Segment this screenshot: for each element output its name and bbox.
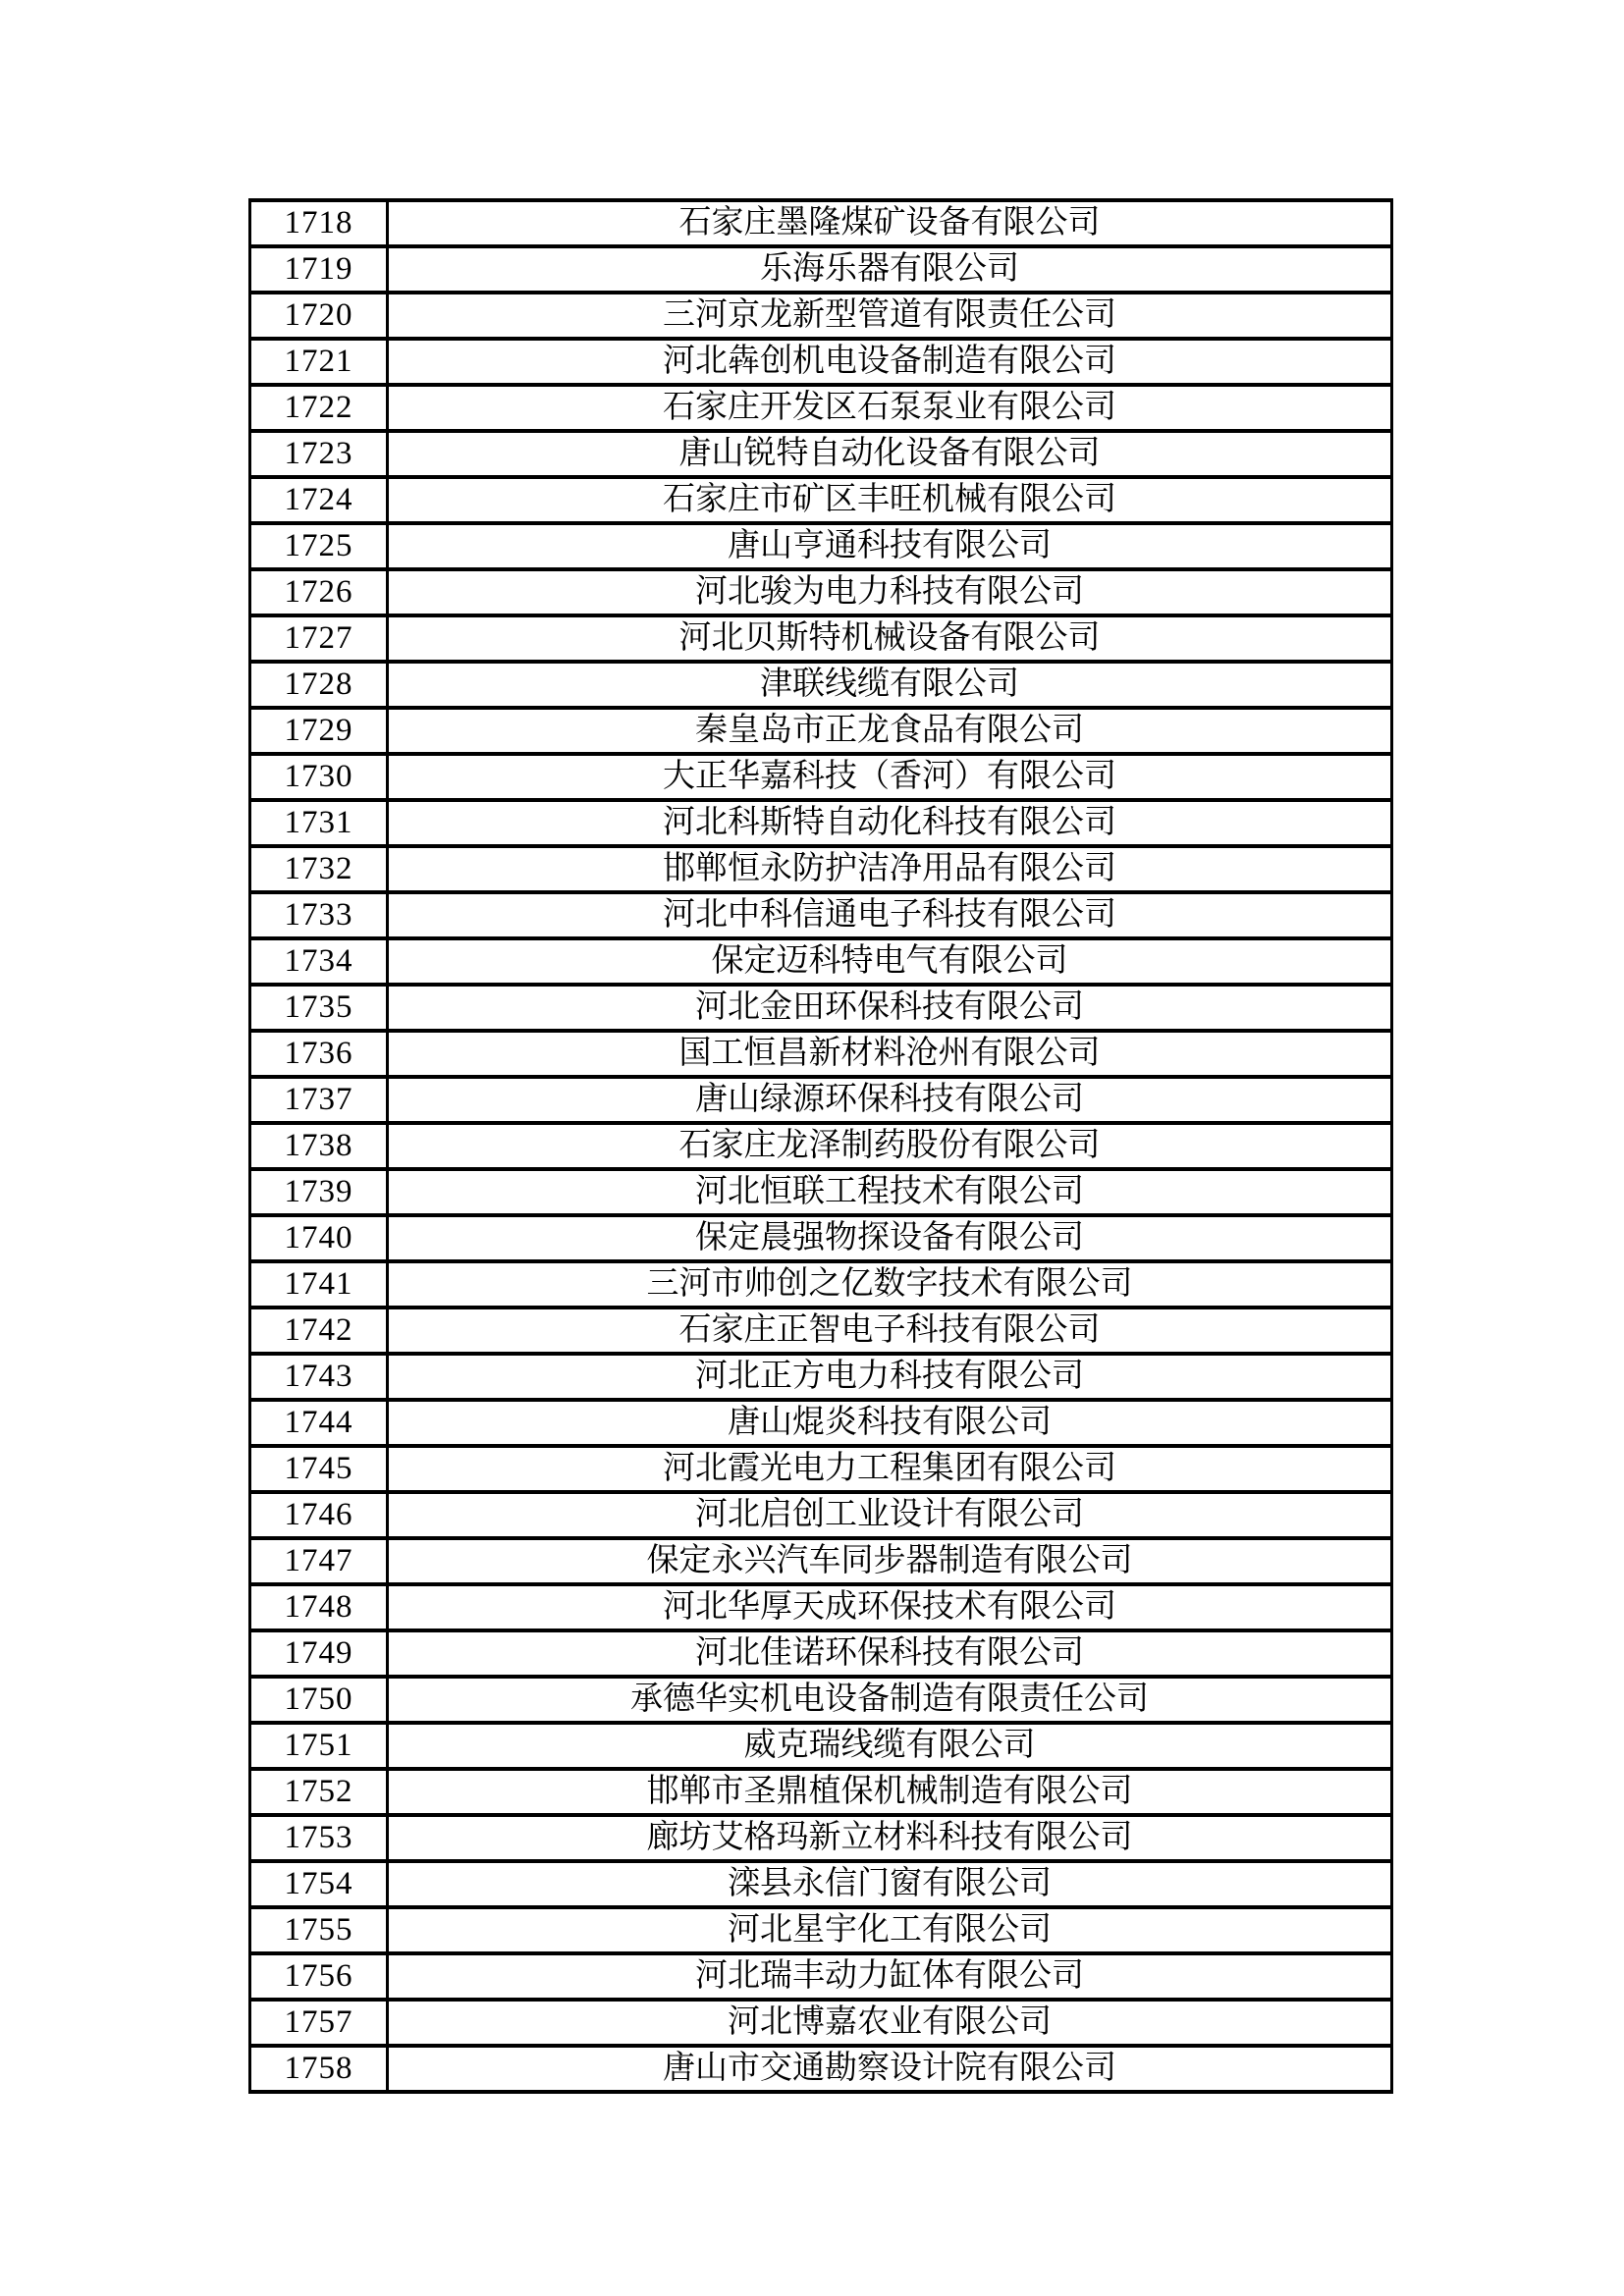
table-row — [250, 708, 1392, 754]
company-name-cell: 三河京龙新型管道有限责任公司 — [388, 293, 1392, 339]
row-number-cell: 1753 — [250, 1815, 388, 1861]
row-number-cell: 1745 — [250, 1446, 388, 1492]
table-row — [250, 1815, 1392, 1861]
company-name-cell: 石家庄墨隆煤矿设备有限公司 — [388, 200, 1392, 246]
row-number-cell: 1728 — [250, 662, 388, 708]
company-name-cell: 保定迈科特电气有限公司 — [388, 938, 1392, 985]
table-row — [250, 938, 1392, 985]
company-name-cell: 河北科斯特自动化科技有限公司 — [388, 800, 1392, 846]
table-row — [250, 431, 1392, 477]
table-row — [250, 1031, 1392, 1077]
row-number-cell: 1751 — [250, 1723, 388, 1769]
row-number-cell: 1726 — [250, 569, 388, 615]
company-name-cell: 威克瑞线缆有限公司 — [388, 1723, 1392, 1769]
row-number-cell: 1741 — [250, 1261, 388, 1308]
company-name-cell: 秦皇岛市正龙食品有限公司 — [388, 708, 1392, 754]
table-row — [250, 1123, 1392, 1169]
table-row — [250, 1538, 1392, 1584]
row-number-cell: 1722 — [250, 385, 388, 431]
row-number-cell: 1748 — [250, 1584, 388, 1630]
company-name-cell: 三河市帅创之亿数字技术有限公司 — [388, 1261, 1392, 1308]
row-number-cell: 1732 — [250, 846, 388, 892]
company-name-cell: 石家庄龙泽制药股份有限公司 — [388, 1123, 1392, 1169]
row-number-cell: 1720 — [250, 293, 388, 339]
table-row — [250, 846, 1392, 892]
company-name-cell: 河北贝斯特机械设备有限公司 — [388, 615, 1392, 662]
table-row — [250, 1308, 1392, 1354]
table-row — [250, 2000, 1392, 2046]
table-row — [250, 662, 1392, 708]
company-name-cell: 保定永兴汽车同步器制造有限公司 — [388, 1538, 1392, 1584]
row-number-cell: 1749 — [250, 1630, 388, 1677]
row-number-cell: 1738 — [250, 1123, 388, 1169]
row-number-cell: 1718 — [250, 200, 388, 246]
table-row — [250, 615, 1392, 662]
table-row — [250, 1215, 1392, 1261]
company-name-cell: 唐山市交通勘察设计院有限公司 — [388, 2046, 1392, 2092]
table-row — [250, 1354, 1392, 1400]
company-name-cell: 河北瑞丰动力缸体有限公司 — [388, 1953, 1392, 2000]
row-number-cell: 1758 — [250, 2046, 388, 2092]
table-row — [250, 1723, 1392, 1769]
company-name-cell: 河北正方电力科技有限公司 — [388, 1354, 1392, 1400]
table-row — [250, 339, 1392, 385]
row-number-cell: 1747 — [250, 1538, 388, 1584]
company-name-cell: 河北华厚天成环保技术有限公司 — [388, 1584, 1392, 1630]
company-name-cell: 唐山锐特自动化设备有限公司 — [388, 431, 1392, 477]
table-row — [250, 1630, 1392, 1677]
company-name-cell: 河北博嘉农业有限公司 — [388, 2000, 1392, 2046]
row-number-cell: 1721 — [250, 339, 388, 385]
table-row — [250, 569, 1392, 615]
row-number-cell: 1731 — [250, 800, 388, 846]
company-name-cell: 廊坊艾格玛新立材料科技有限公司 — [388, 1815, 1392, 1861]
company-name-cell: 国工恒昌新材料沧州有限公司 — [388, 1031, 1392, 1077]
table-row — [250, 1907, 1392, 1953]
table-row — [250, 200, 1392, 246]
row-number-cell: 1735 — [250, 985, 388, 1031]
row-number-cell: 1733 — [250, 892, 388, 938]
table-row — [250, 1261, 1392, 1308]
company-name-cell: 河北恒联工程技术有限公司 — [388, 1169, 1392, 1215]
row-number-cell: 1739 — [250, 1169, 388, 1215]
row-number-cell: 1737 — [250, 1077, 388, 1123]
row-number-cell: 1724 — [250, 477, 388, 523]
row-number-cell: 1734 — [250, 938, 388, 985]
company-name-cell: 唐山绿源环保科技有限公司 — [388, 1077, 1392, 1123]
company-name-cell: 河北佳诺环保科技有限公司 — [388, 1630, 1392, 1677]
row-number-cell: 1756 — [250, 1953, 388, 2000]
row-number-cell: 1730 — [250, 754, 388, 800]
row-number-cell: 1727 — [250, 615, 388, 662]
company-name-cell: 滦县永信门窗有限公司 — [388, 1861, 1392, 1907]
table-row — [250, 1953, 1392, 2000]
table-row — [250, 1861, 1392, 1907]
company-name-cell: 邯郸恒永防护洁净用品有限公司 — [388, 846, 1392, 892]
table-row — [250, 1769, 1392, 1815]
table-row — [250, 800, 1392, 846]
row-number-cell: 1740 — [250, 1215, 388, 1261]
table-row — [250, 1169, 1392, 1215]
table-row — [250, 1446, 1392, 1492]
company-name-cell: 石家庄开发区石泵泵业有限公司 — [388, 385, 1392, 431]
table-row — [250, 1077, 1392, 1123]
company-name-cell: 津联线缆有限公司 — [388, 662, 1392, 708]
company-name-cell: 乐海乐器有限公司 — [388, 246, 1392, 293]
company-name-cell: 河北霞光电力工程集团有限公司 — [388, 1446, 1392, 1492]
company-name-cell: 石家庄正智电子科技有限公司 — [388, 1308, 1392, 1354]
table-row — [250, 1492, 1392, 1538]
table-row — [250, 246, 1392, 293]
company-name-cell: 大正华嘉科技（香河）有限公司 — [388, 754, 1392, 800]
company-name-cell: 承德华实机电设备制造有限责任公司 — [388, 1677, 1392, 1723]
company-list-table — [248, 198, 1393, 2094]
company-name-cell: 河北金田环保科技有限公司 — [388, 985, 1392, 1031]
row-number-cell: 1746 — [250, 1492, 388, 1538]
company-name-cell: 河北骏为电力科技有限公司 — [388, 569, 1392, 615]
table-row — [250, 385, 1392, 431]
company-name-cell: 河北星宇化工有限公司 — [388, 1907, 1392, 1953]
table-row — [250, 477, 1392, 523]
table-row — [250, 1677, 1392, 1723]
table-row — [250, 985, 1392, 1031]
row-number-cell: 1752 — [250, 1769, 388, 1815]
company-name-cell: 唐山亨通科技有限公司 — [388, 523, 1392, 569]
row-number-cell: 1744 — [250, 1400, 388, 1446]
row-number-cell: 1755 — [250, 1907, 388, 1953]
company-name-cell: 河北启创工业设计有限公司 — [388, 1492, 1392, 1538]
row-number-cell: 1725 — [250, 523, 388, 569]
company-name-cell: 石家庄市矿区丰旺机械有限公司 — [388, 477, 1392, 523]
company-name-cell: 唐山焜炎科技有限公司 — [388, 1400, 1392, 1446]
company-name-cell: 邯郸市圣鼎植保机械制造有限公司 — [388, 1769, 1392, 1815]
table-row — [250, 1584, 1392, 1630]
company-name-cell: 河北犇创机电设备制造有限公司 — [388, 339, 1392, 385]
company-name-cell: 保定晨强物探设备有限公司 — [388, 1215, 1392, 1261]
row-number-cell: 1750 — [250, 1677, 388, 1723]
table-row — [250, 293, 1392, 339]
table-row — [250, 754, 1392, 800]
table-row — [250, 1400, 1392, 1446]
row-number-cell: 1719 — [250, 246, 388, 293]
table-row — [250, 2046, 1392, 2092]
row-number-cell: 1742 — [250, 1308, 388, 1354]
row-number-cell: 1743 — [250, 1354, 388, 1400]
row-number-cell: 1729 — [250, 708, 388, 754]
table-row — [250, 892, 1392, 938]
row-number-cell: 1723 — [250, 431, 388, 477]
row-number-cell: 1754 — [250, 1861, 388, 1907]
table-row — [250, 523, 1392, 569]
row-number-cell: 1757 — [250, 2000, 388, 2046]
company-name-cell: 河北中科信通电子科技有限公司 — [388, 892, 1392, 938]
company-table-body — [250, 200, 1392, 2092]
row-number-cell: 1736 — [250, 1031, 388, 1077]
